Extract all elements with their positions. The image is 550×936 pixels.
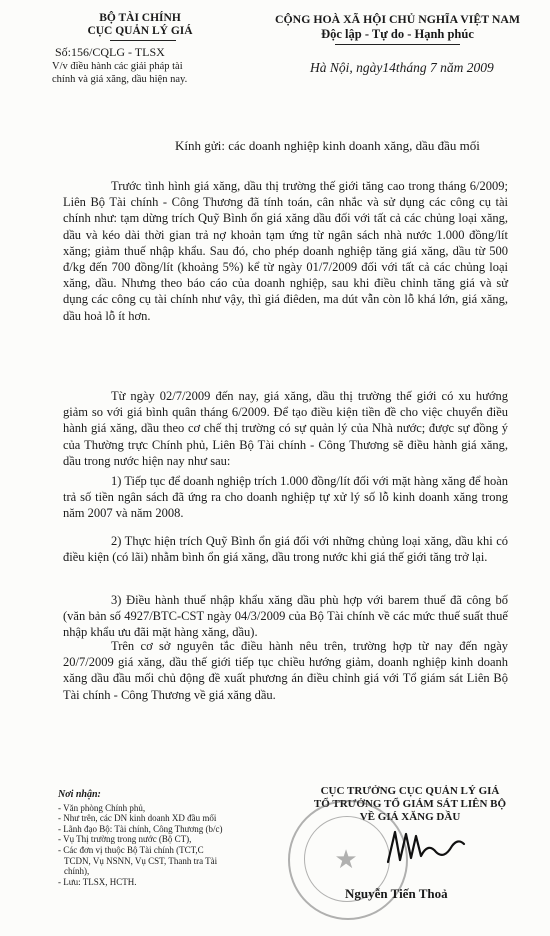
official-seal-icon: ★ <box>288 800 408 920</box>
measure-2: 2) Thực hiện trích Quỹ Bình ổn giá đối với những chủng loại xăng, dầu khi có điều kiện (có lãi) nhằm bình ổn giá xăng, dầu trong nước khi giá thế giới tăng trở lại. <box>63 534 508 565</box>
header-right-rule <box>335 44 460 45</box>
recipient-line: - Như trên, các DN kinh doanh XD đầu mối <box>58 813 217 824</box>
national-motto: Độc lập - Tự do - Hạnh phúc <box>321 27 474 41</box>
ministry-name: BỘ TÀI CHÍNH <box>99 12 181 24</box>
paragraph-2: Từ ngày 02/7/2009 đến nay, giá xăng, dầu thị trường thế giới có xu hướng giảm so với giá bình quân tháng 6/2009. Để tạo điều kiện tiền đề cho việc chuyển điều hành giá xăng, dầu theo cơ chế thị trường có sự quản lý của Nhà nước; được sự đồng ý của Thường trực Chính phủ, Liên Bộ Tài chính - Công Thương sẽ điều hành giá xăng, dầu trong nước hiện nay như sau: <box>63 389 508 468</box>
recipient-line: - Lưu: TLSX, HCTH. <box>58 876 137 887</box>
department-name: CỤC QUẢN LÝ GIÁ <box>87 25 193 37</box>
recipient-line: - Văn phòng Chính phủ, <box>58 802 146 813</box>
recipients-title: Nơi nhận: <box>58 789 101 800</box>
paragraph-3: Trên cơ sở nguyên tắc điều hành nêu trên, trường hợp từ nay đến ngày 20/7/2009 giá xăng, dầu thế giới tiếp tục chiều hướng giảm, doanh nghiệp kinh doanh xăng dầu đầu mối chủ động đề xuất phương án điều chỉnh giá với Tổ giám sát Liên Bộ Tài chính - Công Thương về giá xăng dầu. <box>63 639 508 702</box>
recipients-block <box>58 790 223 887</box>
subject-line-2: chính và giá xăng, dầu hiện nay. <box>52 74 188 85</box>
salutation: Kính gửi: các doanh nghiệp kinh doanh xăng, dầu đầu mối <box>175 138 480 153</box>
signer-title-2: TỔ TRƯỞNG TỔ GIÁM SÁT LIÊN BỘ <box>313 798 507 810</box>
handwritten-signature-icon <box>380 822 470 872</box>
signer-title-1: CỤC TRƯỞNG CỤC QUẢN LÝ GIÁ <box>320 785 500 797</box>
recipient-line: TCDN, Vụ NSNN, Vụ CST, Thanh tra Tài <box>64 855 218 866</box>
doc-number: Số:156/CQLG - TLSX <box>55 45 165 59</box>
header-left-rule <box>110 40 176 41</box>
signer-title-3: VỀ GIÁ XĂNG DẦU <box>359 811 461 823</box>
measure-1: 1) Tiếp tục để doanh nghiệp trích 1.000 đồng/lít đối với mặt hàng xăng để hoàn trả số tiền ngân sách đã ứng ra cho doanh nghiệp tự xử lý số lỗ kinh doanh xăng trong năm 2007 và năm 2008. <box>63 474 508 521</box>
country-name: CỘNG HOÀ XÃ HỘI CHỦ NGHĨA VIỆT NAM <box>274 12 521 26</box>
place-date: Hà Nội, ngày14tháng 7 năm 2009 <box>310 60 494 75</box>
measure-3: 3) Điều hành thuế nhập khẩu xăng dầu phù hợp với barem thuế đã công bố (văn bản số 4927/BTC-CST ngày 04/3/2009 của Bộ Tài chính về các mức thuế suất thuế nhập khẩu ưu đãi mặt hàng xăng, dầu). <box>63 593 508 640</box>
recipient-line: - Lãnh đạo Bộ: Tài chính, Công Thương (b/c) <box>58 823 223 834</box>
recipient-line: chính), <box>64 866 90 877</box>
recipient-line: - Vụ Thị trường trong nước (Bộ CT), <box>58 834 192 845</box>
subject-line-1: V/v điều hành các giải pháp tài <box>52 61 183 72</box>
signer-name: Nguyễn Tiến Thoả <box>345 886 448 901</box>
paragraph-1: Trước tình hình giá xăng, dầu thị trường thế giới tăng cao trong tháng 6/2009; Liên Bộ Tài chính - Công Thương đã tính toán, cân nhắc và sử dụng các công cụ tài chính như: tạm dừng trích Quỹ Bình ổn giá xăng dầu đối với tất cả các chủng loại xăng, dầu và kéo dài thời gian trả nợ khoản tạm ứng từ ngân sách nhà nước 1.000 đồng/lít xăng; giảm thuế nhập khẩu. Sau đó, cho phép doanh nghiệp tăng giá xăng, dầu từ 500 đ/kg đến 700 đồng/lít (khoảng 5%) kể từ ngày 01/7/2009 đối với tất cả các chủng loại xăng, dầu. Nhưng theo báo cáo của doanh nghiệp, sau khi điều chỉnh tăng giá và sử dụng các công cụ tài chính như vậy, thì giá điêden, ma dút vẫn còn lỗ khá lớn, giá xăng, dầu hoả lỗ ít hơn. <box>63 179 508 323</box>
recipient-line: - Các đơn vị thuộc Bộ Tài chính (TCT,C <box>58 844 204 855</box>
